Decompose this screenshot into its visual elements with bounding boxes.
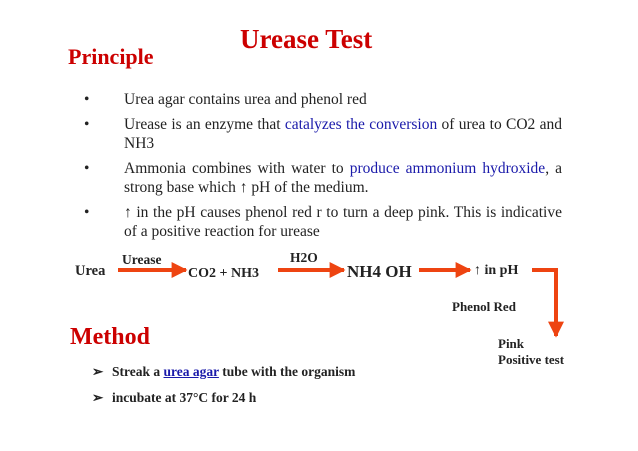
bullet-text: ↑ in the pH causes phenol red r to turn a deep pink. This is indicative of a positive reaction for urease	[124, 204, 562, 240]
arrow-bullet-icon: ➢	[92, 390, 104, 405]
flow-h2o: H2O	[290, 250, 318, 265]
bullet-marker: •	[84, 116, 90, 133]
arrow-bullet-icon: ➢	[92, 364, 104, 379]
bullet-text: Ammonia combines with water to produce ammonium hydroxide, a strong base which ↑ pH of the medium.	[124, 160, 562, 196]
method-step	[92, 390, 355, 406]
flow-positive-test: Positive test	[498, 352, 565, 367]
method-step	[92, 364, 355, 380]
step-text: incubate at 37°C for 24 h	[112, 390, 257, 405]
flow-pink: Pink	[498, 336, 525, 351]
highlighted-phrase: produce ammonium hydroxide	[349, 160, 546, 177]
flow-ph-increase: ↑ in pH	[474, 263, 519, 278]
bullet-marker: •	[84, 204, 90, 221]
step-text: Streak a urea agar tube with the organism	[112, 364, 356, 379]
method-steps	[92, 364, 355, 416]
highlighted-phrase: catalyzes the conversion	[284, 116, 438, 133]
principle-heading: Principle	[68, 44, 154, 69]
flow-co2-nh3: CO2 + NH3	[188, 266, 259, 281]
urea-agar-link[interactable]: urea agar	[163, 364, 219, 379]
flow-urea: Urea	[75, 263, 106, 279]
bullet-text: Urea agar contains urea and phenol red	[124, 91, 367, 108]
page-title: Urease Test	[240, 24, 373, 54]
flow-phenol-red: Phenol Red	[452, 299, 516, 314]
arrow-ph-to-pink	[532, 270, 556, 336]
bullet-marker: •	[84, 160, 90, 177]
bullet-text: Urease is an enzyme that catalyzes the conversion of urea to CO2 and NH3	[124, 116, 562, 152]
flow-urease: Urease	[122, 252, 162, 267]
flow-nh4oh: NH4 OH	[347, 262, 412, 281]
method-heading: Method	[70, 324, 150, 350]
bullet-marker: •	[84, 91, 90, 108]
